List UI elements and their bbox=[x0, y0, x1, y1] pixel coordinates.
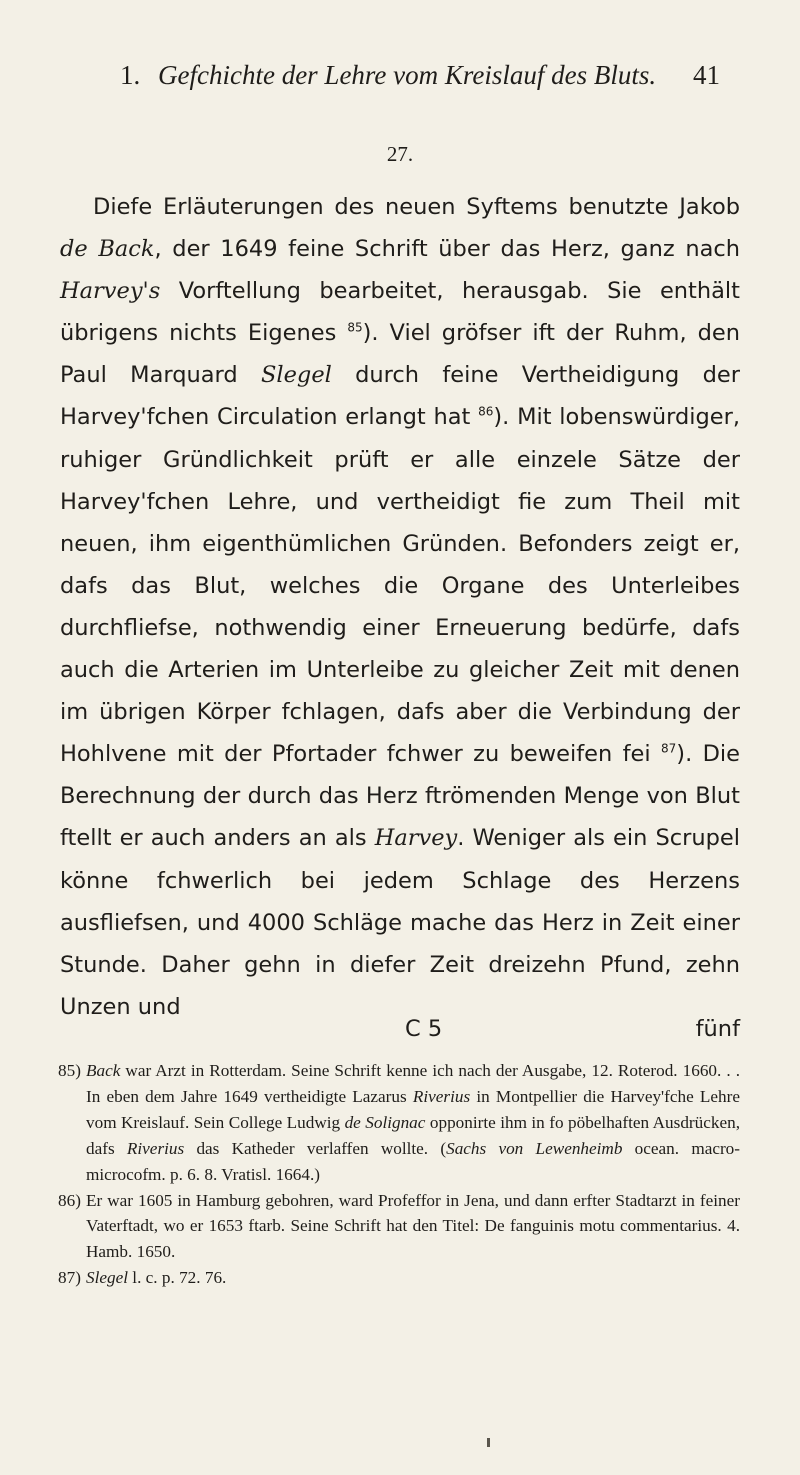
text-run: . Die Berechnung der durch das Herz ftrömenden Menge von Blut ftellt er auch anders an als bbox=[60, 741, 740, 852]
name-solignac: de Solignac bbox=[344, 1112, 426, 1132]
text-run: durch feine Vertheidigung der Harvey'fchen Circulation erlangt hat bbox=[60, 362, 740, 431]
name-sachs: Sachs von Lewenheimb bbox=[446, 1138, 623, 1158]
section-number: 27. bbox=[386, 142, 414, 166]
text-run: Diefe Erläuterungen des neuen Syftems benutzte Jakob bbox=[93, 194, 740, 220]
text-run: opponirte ihm in fo pöbelhaften Ausdrücken, dafs bbox=[86, 1112, 740, 1158]
name-slegel: Slegel bbox=[260, 362, 332, 389]
signature-line bbox=[60, 1016, 740, 1056]
chapter-number: 1. bbox=[120, 60, 141, 90]
name-slegel: Slegel bbox=[86, 1268, 128, 1288]
text-run: . Weniger als ein Scrupel könne fchwerlich bei jedem Schlage des Herzens ausfliefsen, und 4000 Schläge mache das Herz in Zeit einer Stunde. Daher gehn in diefer Zeit dreizehn Pfund, zehn Unzen und bbox=[60, 825, 741, 1020]
name-harvey: Harvey bbox=[374, 825, 458, 852]
name-riverius: Riverius bbox=[412, 1086, 471, 1106]
footnote-number: 87) bbox=[58, 1268, 81, 1288]
text-run: das Katheder verlaffen wollte. ( bbox=[184, 1138, 447, 1158]
text-run: in Montpellier die Harvey'fche Lehre vom Kreislauf. Sein College Ludwig bbox=[86, 1086, 740, 1132]
name-harveys: Harvey's bbox=[60, 278, 161, 305]
text-run: . Mit lobenswürdiger, ruhiger Gründlichkeit prüft er alle einzele Sätze der Harvey'fchen Lehre, und vertheidigt fie zum Theil mit neuen, ihm eigenthümlichen Gründen. Befonders zeigt er, dafs das Blut, welches die Organe des Unterleibes durchfliefse, nothwendig einer Erneuerung bedürfe, dafs auch die Arterien im Unterleibe zu gleicher Zeit mit denen im übrigen Körper fchlagen, dafs aber die Verbindung der Hohlvene mit der Pfortader fchwer zu beweifen fei bbox=[60, 404, 740, 768]
footnote-ref-86[interactable]: 86 bbox=[478, 404, 494, 419]
footnote-number: 85) bbox=[58, 1061, 81, 1080]
footnote-ref-85[interactable]: 85 bbox=[347, 320, 363, 335]
running-head bbox=[120, 60, 720, 100]
footnotes bbox=[58, 1058, 740, 1291]
text-run: , der 1649 feine Schrift über das Herz, ganz nach bbox=[154, 236, 740, 263]
footnote-85 bbox=[58, 1058, 740, 1188]
page-number: 41 bbox=[693, 60, 720, 90]
footnote-87 bbox=[58, 1265, 740, 1291]
footnote-ref-87[interactable]: 87 bbox=[661, 741, 677, 756]
chapter-title: Gefchichte der Lehre vom Kreislauf des Bluts. bbox=[158, 60, 657, 90]
text-run: ocean. macro-microcofm. p. 6. 8. Vratisl. 1664.) bbox=[86, 1138, 740, 1184]
paper-speck bbox=[487, 1438, 490, 1447]
text-run: . Viel gröfser ift der Ruhm, den Paul Marquard bbox=[60, 320, 740, 389]
name-back: Back bbox=[86, 1061, 121, 1080]
footnote-86 bbox=[58, 1188, 740, 1266]
text-run: Er war 1605 in Hamburg gebohren, ward Profeffor in Jena, und dann erfter Stadtarzt in feiner Vaterftadt, wo er 1653 ftarb. Seine Schrift hat den Titel: De fanguinis motu commentarius. 4. Hamb. 1650. bbox=[86, 1190, 740, 1262]
name-de-back: de Back bbox=[60, 236, 155, 263]
text-run: l. c. p. 72. 76. bbox=[128, 1268, 227, 1288]
name-riverius: Riverius bbox=[126, 1138, 185, 1158]
catchword: fünf bbox=[695, 1016, 740, 1042]
text-run: war Arzt in Rotterdam. Seine Schrift kenne ich nach der Ausgabe, 12. Roterod. 1660. . . In eben dem Jahre 1649 vertheidigte Lazarus bbox=[86, 1061, 740, 1106]
text-run: Vorftellung bearbeitet, herausgab. Sie enthält übrigens nichts Eigenes bbox=[60, 278, 740, 347]
signature-mark: C 5 bbox=[405, 1016, 443, 1042]
footnote-number: 86) bbox=[58, 1190, 81, 1210]
body-paragraph: Diefe Erläuterungen des neuen Syftems benutzte Jakob de Back, der 1649 feine Schrift über das Herz, ganz nach Harvey's Vorftellung bearbeitet, herausgab. Sie enthält übrigens nichts Eigenes $^{85}$). Viel gröfser ift der Ruhm, den Paul Marquard Slegel durch feine Vertheidigung der Harvey'fchen Circulation erlangt hat $^{86}$). Mit lobenswürdiger, ruhiger Gründlichkeit prüft er alle einzele Sätze der Harvey'fchen Lehre, und vertheidigt fie zum Theil mit neuen, ihm eigenthümlichen Gründen. Befonders zeigt er, dafs das Blut, welches die Organe des Unterleibes durchfliefse, nothwendig einer Erneuerung bedürfe, dafs auch die Arterien im Unterleibe zu gleicher Zeit mit denen im übrigen Körper fchlagen, dafs aber die Verbindung der Hohlvene mit der Pfortader fchwer zu beweifen fei $^{87}$). Die Berechnung der durch das Herz ftrömenden Menge von Blut ftellt er auch anders an als Harvey. Weniger als ein Scrupel könne fchwerlich bei jedem Schlage des Herzens ausfliefsen, und 4000 Schläge mache das Herz in Zeit einer Stunde. Daher gehn in diefer Zeit dreizehn Pfund, zehn Unzen und bbox=[60, 194, 741, 1020]
